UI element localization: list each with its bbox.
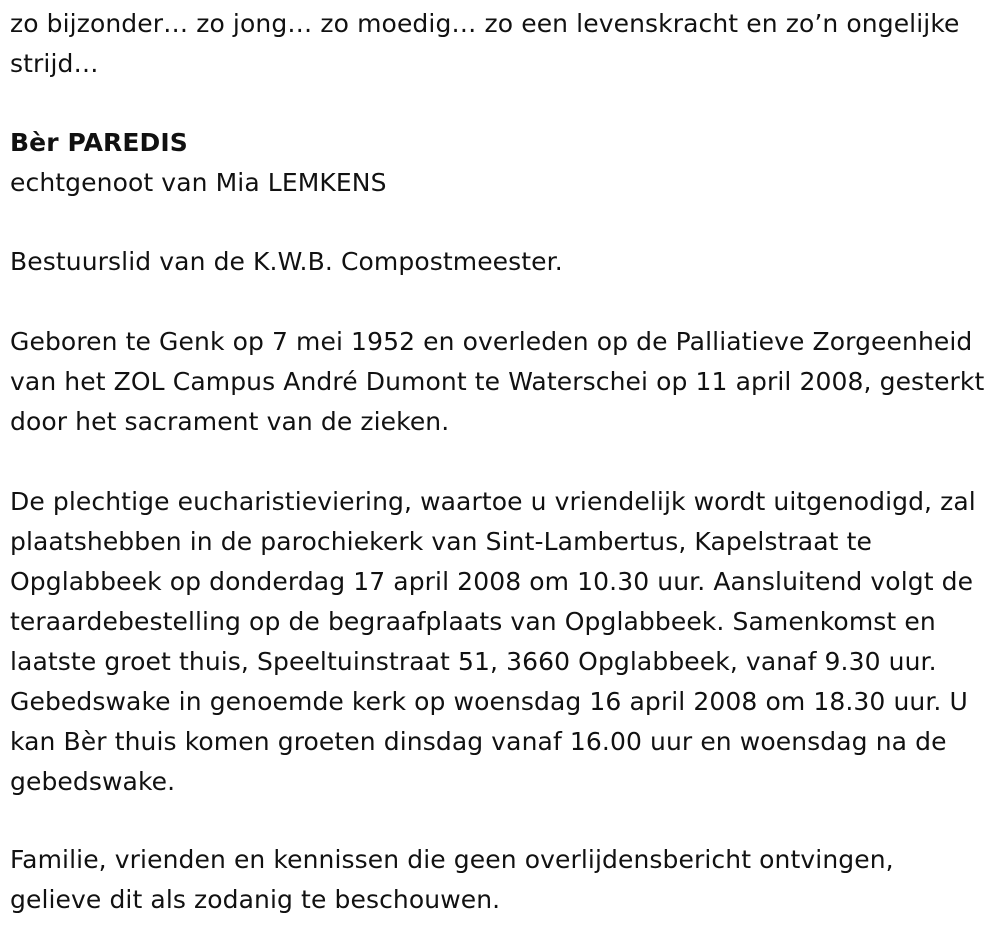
intro-text: zo bijzonder… zo jong… zo moedig… zo een levenskracht en zo’n ongelijke strijd…: [10, 9, 960, 78]
closing-text: Familie, vrienden en kennissen die geen overlijdensbericht ontvingen, gelieve dit als zodanig te beschouwen.: [10, 845, 894, 914]
role-text: Bestuurslid van de K.W.B. Compostmeester.: [10, 247, 563, 276]
service-details-text: De plechtige eucharistieviering, waartoe u vriendelijk wordt uitgenodigd, zal plaatshebben in de parochiekerk van Sint-Lambertus, Kapelstraat te Opglabbeek op donderdag 17 april 2008 om 10.30 uur. Aansluitend volgt de teraardebestelling op de begraafplaats van Opglabbeek. Samenkomst en laatste groet thuis, Speeltuinstraat 51, 3660 Opglabbeek, vanaf 9.30 uur. Gebedswake in genoemde kerk op woensdag 16 april 2008 om 18.30 uur. U kan Bèr thuis komen groeten dinsdag vanaf 16.00 uur en woensdag na de gebedswake.: [10, 487, 976, 796]
birth-death-text: Geboren te Genk op 7 mei 1952 en overleden op de Palliatieve Zorgeenheid van het ZOL Campus André Dumont te Waterschei op 11 april 2008, gesterkt door het sacrament van de zieken.: [10, 327, 985, 436]
spouse-text: echtgenoot van Mia LEMKENS: [10, 168, 387, 197]
deceased-name: Bèr PAREDIS: [10, 128, 188, 157]
